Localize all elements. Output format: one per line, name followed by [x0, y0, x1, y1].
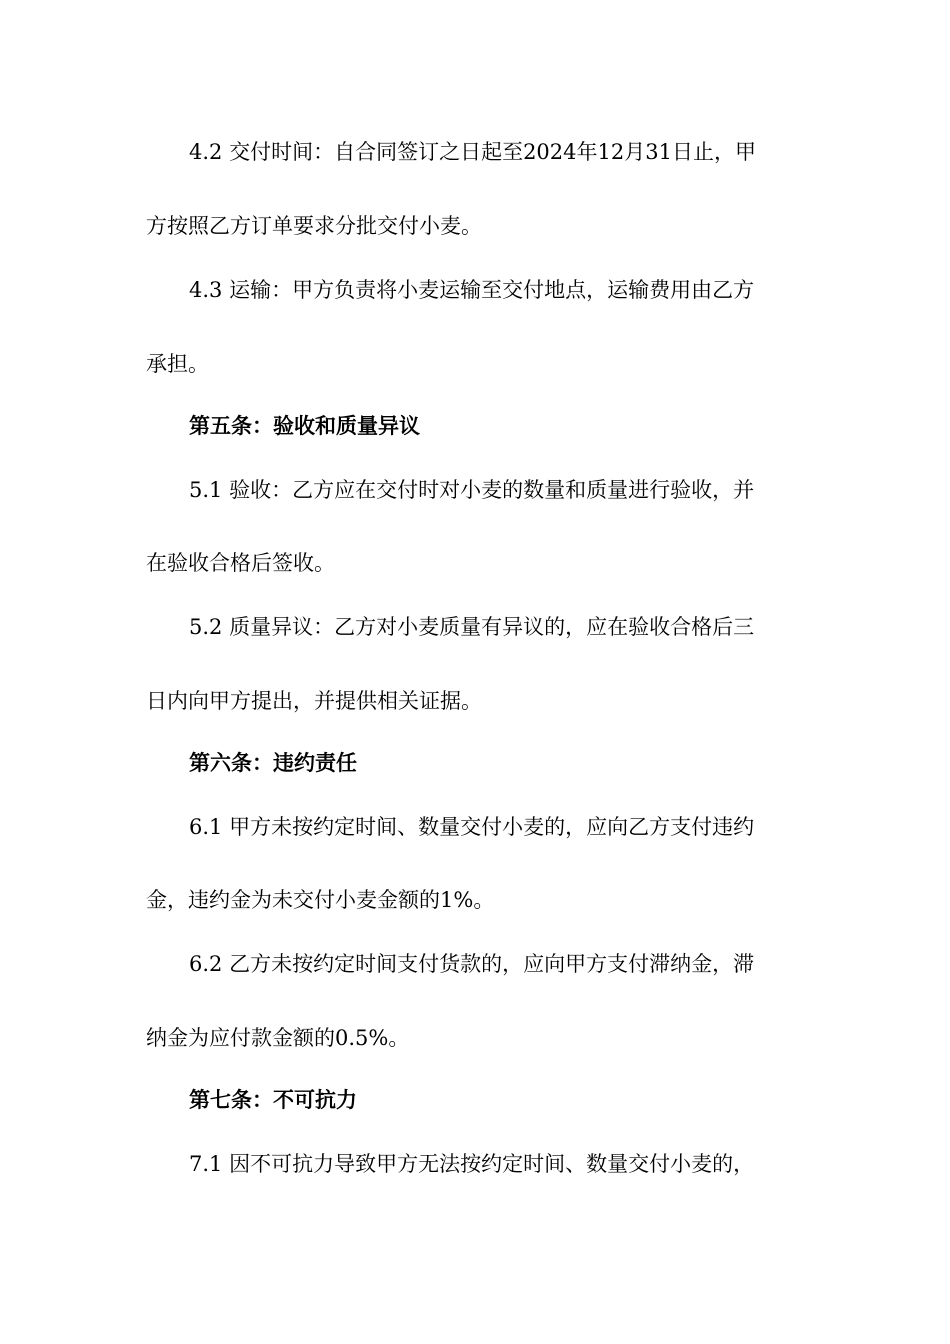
clause-5-2-line-1: 5.2 质量异议：乙方对小麦质量有异议的，应在验收合格后三 — [189, 615, 755, 639]
clause-4-2-line-1: 4.2 交付时间：自合同签订之日起至2024年12月31日止，甲 — [189, 140, 756, 164]
clause-4-3-line-1: 4.3 运输：甲方负责将小麦运输至交付地点，运输费用由乙方 — [189, 278, 755, 302]
clause-6-1-line-1: 6.1 甲方未按约定时间、数量交付小麦的，应向乙方支付违约 — [189, 815, 755, 839]
article-6-heading: 第六条：违约责任 — [189, 751, 357, 775]
article-7-heading: 第七条：不可抗力 — [189, 1088, 357, 1112]
clause-5-1-line-1: 5.1 验收：乙方应在交付时对小麦的数量和质量进行验收，并 — [189, 478, 755, 502]
clause-5-1-line-2: 在验收合格后签收。 — [146, 551, 335, 575]
clause-4-3-line-2: 承担。 — [146, 352, 209, 376]
clause-6-1-line-2: 金，违约金为未交付小麦金额的1%。 — [146, 888, 495, 912]
clause-7-1-line-1: 7.1 因不可抗力导致甲方无法按约定时间、数量交付小麦的， — [189, 1152, 755, 1176]
clause-5-2-line-2: 日内向甲方提出，并提供相关证据。 — [146, 689, 482, 713]
clause-4-2-line-2: 方按照乙方订单要求分批交付小麦。 — [146, 214, 482, 238]
clause-6-2-line-1: 6.2 乙方未按约定时间支付货款的，应向甲方支付滞纳金，滞 — [189, 952, 755, 976]
clause-6-2-line-2: 纳金为应付款金额的0.5%。 — [146, 1026, 410, 1050]
article-5-heading: 第五条：验收和质量异议 — [189, 414, 420, 438]
